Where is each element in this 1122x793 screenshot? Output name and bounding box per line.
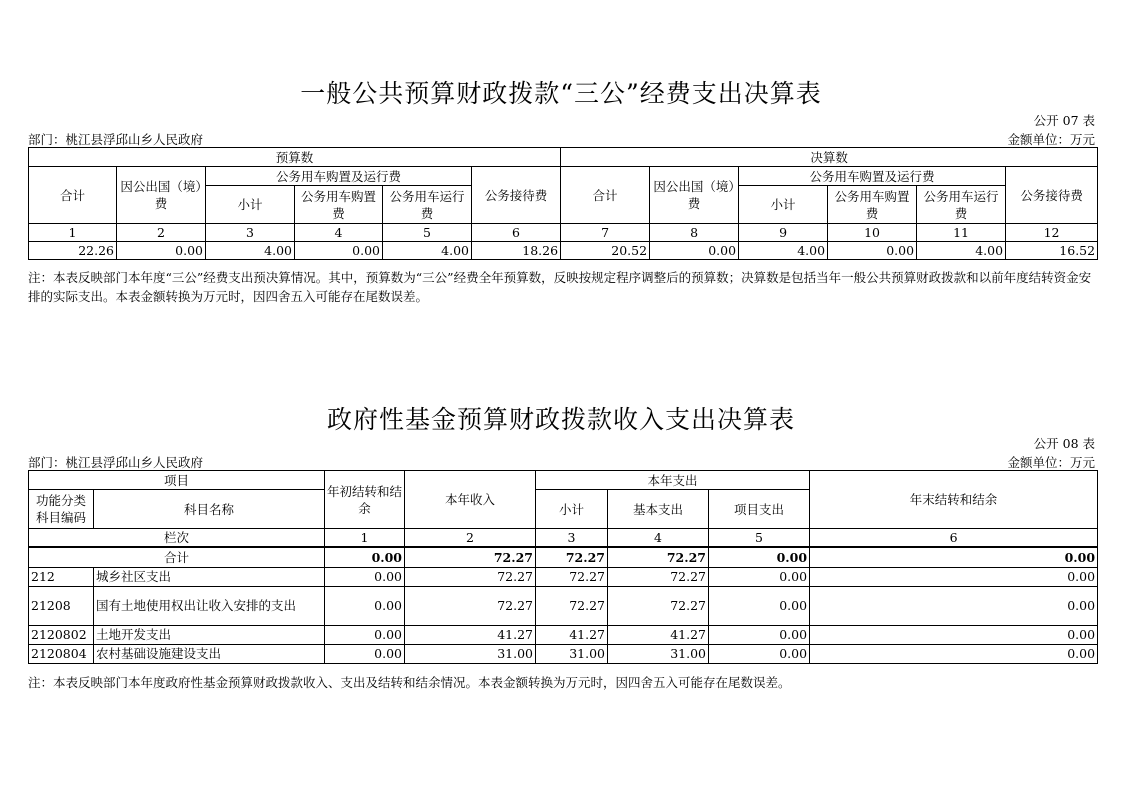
table1-department: 部门：桃江县浮邱山乡人民政府 (28, 132, 204, 147)
final-subtotal-header: 小计 (739, 186, 828, 224)
col-number: 4 (295, 224, 383, 242)
value-cell: 0.00 (810, 625, 1098, 644)
table2-department: 部门：桃江县浮邱山乡人民政府 (28, 455, 204, 470)
final-reception-header: 公务接待费 (1006, 167, 1098, 224)
table1-title: 一般公共预算财政拨款“三公”经费支出决算表 (300, 79, 822, 108)
budget-abroad-header: 因公出国（境）费 (117, 167, 206, 224)
value-cell: 0.00 (650, 242, 739, 260)
row-label: 栏次 (29, 529, 325, 548)
table2 (28, 470, 1098, 664)
budget-subtotal-header: 小计 (206, 186, 295, 224)
expense-subtotal-header: 小计 (536, 490, 608, 529)
table2-title: 政府性基金预算财政拨款收入支出决算表 (326, 405, 795, 434)
col-number: 9 (739, 224, 828, 242)
value-cell: 0.00 (325, 625, 405, 644)
value-cell: 72.27 (405, 586, 536, 625)
value-cell: 4.00 (206, 242, 295, 260)
final-car-run-header: 公务用车运行费 (917, 186, 1006, 224)
table-row (29, 625, 1098, 644)
func-code-cell: 2120802 (29, 625, 94, 644)
value-cell: 72.27 (536, 567, 608, 586)
value-cell: 0.00 (709, 586, 810, 625)
col-number: 6 (810, 529, 1098, 548)
budget-car-buy-header: 公务用车购置费 (295, 186, 383, 224)
value-cell: 72.27 (405, 567, 536, 586)
table2-column-numbers (29, 529, 1098, 548)
col-number: 2 (117, 224, 206, 242)
value-cell: 4.00 (917, 242, 1006, 260)
budget-car-run-header: 公务用车运行费 (383, 186, 472, 224)
table2-code: 公开 08 表 (1033, 436, 1095, 451)
table1-values-row (29, 242, 1098, 260)
table2-unit: 金额单位：万元 (1007, 455, 1095, 470)
table1-unit: 金额单位：万元 (1007, 132, 1095, 147)
expense-group-header: 本年支出 (536, 471, 810, 490)
value-cell: 0.00 (709, 567, 810, 586)
func-code-header: 功能分类科目编码 (29, 490, 94, 529)
table1 (28, 147, 1098, 260)
value-cell: 0.00 (709, 625, 810, 644)
basic-expense-header: 基本支出 (608, 490, 709, 529)
value-cell: 72.27 (608, 547, 709, 567)
value-cell: 0.00 (325, 586, 405, 625)
value-cell: 72.27 (536, 586, 608, 625)
col-number: 12 (1006, 224, 1098, 242)
value-cell: 41.27 (536, 625, 608, 644)
value-cell: 16.52 (1006, 242, 1098, 260)
table-row (29, 644, 1098, 663)
begin-balance-header: 年初结转和结余 (325, 471, 405, 529)
col-number: 5 (709, 529, 810, 548)
col-number: 10 (828, 224, 917, 242)
col-number: 6 (472, 224, 561, 242)
value-cell: 0.00 (325, 547, 405, 567)
table-row (29, 567, 1098, 586)
col-number: 4 (608, 529, 709, 548)
func-code-cell: 21208 (29, 586, 94, 625)
subject-name-header: 科目名称 (94, 490, 325, 529)
value-cell: 72.27 (536, 547, 608, 567)
col-number: 3 (536, 529, 608, 548)
col-number: 7 (561, 224, 650, 242)
value-cell: 41.27 (405, 625, 536, 644)
col-number: 11 (917, 224, 1006, 242)
func-code-cell: 212 (29, 567, 94, 586)
table-row (29, 586, 1098, 625)
value-cell: 4.00 (383, 242, 472, 260)
func-code-cell: 2120804 (29, 644, 94, 663)
value-cell: 31.00 (405, 644, 536, 663)
col-number: 8 (650, 224, 739, 242)
col-number: 2 (405, 529, 536, 548)
value-cell: 31.00 (608, 644, 709, 663)
table2-total-row (29, 547, 1098, 567)
budget-total-header: 合计 (29, 167, 117, 224)
value-cell: 0.00 (810, 547, 1098, 567)
subject-name-cell: 国有土地使用权出让收入安排的支出 (94, 586, 325, 625)
table1-note: 注：本表反映部门本年度“三公”经费支出预决算情况。其中，预算数为“三公”经费全年预算数，反映按规定程序调整后的预算数；决算数是包括当年一般公共预算财政拨款和以前年度结转资金安排的实际支出。本表金额转换为万元时，因四舍五入可能存在尾数误差。 (28, 270, 1092, 304)
value-cell: 0.00 (810, 586, 1098, 625)
value-cell: 0.00 (828, 242, 917, 260)
budget-reception-header: 公务接待费 (472, 167, 561, 224)
budget-car-group-header: 公务用车购置及运行费 (206, 167, 472, 186)
value-cell: 31.00 (536, 644, 608, 663)
value-cell: 0.00 (709, 644, 810, 663)
col-number: 1 (325, 529, 405, 548)
value-cell: 41.27 (608, 625, 709, 644)
table1-column-numbers (29, 224, 1098, 242)
final-car-buy-header: 公务用车购置费 (828, 186, 917, 224)
table1-code: 公开 07 表 (1033, 113, 1095, 128)
value-cell: 4.00 (739, 242, 828, 260)
final-total-header: 合计 (561, 167, 650, 224)
item-header: 项目 (29, 471, 325, 490)
subject-name-cell: 农村基础设施建设支出 (94, 644, 325, 663)
value-cell: 72.27 (608, 586, 709, 625)
col-number: 1 (29, 224, 117, 242)
value-cell: 72.27 (608, 567, 709, 586)
budget-header: 预算数 (29, 148, 561, 167)
final-abroad-header: 因公出国（境）费 (650, 167, 739, 224)
project-expense-header: 项目支出 (709, 490, 810, 529)
end-balance-header: 年末结转和结余 (810, 471, 1098, 529)
final-header: 决算数 (561, 148, 1098, 167)
value-cell: 20.52 (561, 242, 650, 260)
value-cell: 18.26 (472, 242, 561, 260)
subject-name-cell: 土地开发支出 (94, 625, 325, 644)
value-cell: 0.00 (295, 242, 383, 260)
col-number: 3 (206, 224, 295, 242)
value-cell: 0.00 (117, 242, 206, 260)
table2-note: 注：本表反映部门本年度政府性基金预算财政拨款收入、支出及结转和结余情况。本表金额转换为万元时，因四舍五入可能存在尾数误差。 (28, 675, 791, 690)
value-cell: 22.26 (29, 242, 117, 260)
value-cell: 72.27 (405, 547, 536, 567)
value-cell: 0.00 (325, 567, 405, 586)
value-cell: 0.00 (709, 547, 810, 567)
subject-name-cell: 城乡社区支出 (94, 567, 325, 586)
value-cell: 0.00 (810, 644, 1098, 663)
total-label: 合计 (29, 547, 325, 567)
value-cell: 0.00 (325, 644, 405, 663)
final-car-group-header: 公务用车购置及运行费 (739, 167, 1006, 186)
value-cell: 0.00 (810, 567, 1098, 586)
col-number: 5 (383, 224, 472, 242)
income-header: 本年收入 (405, 471, 536, 529)
